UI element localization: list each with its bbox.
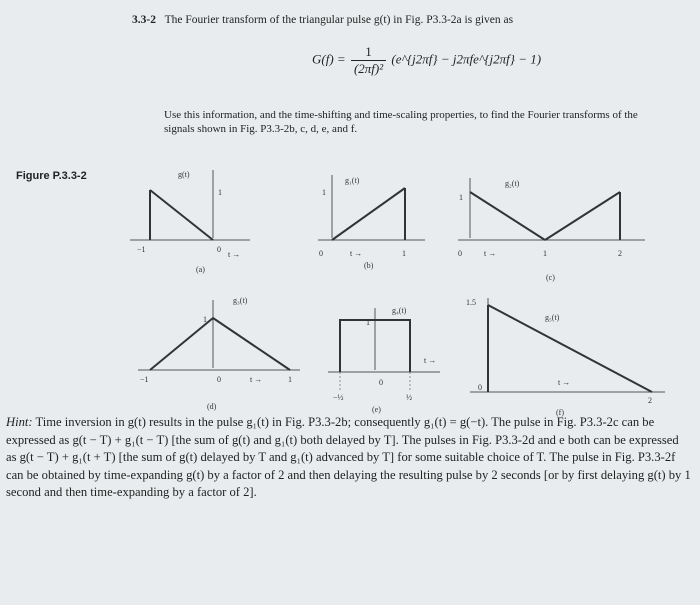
- tick-label: 2: [618, 249, 622, 258]
- tick-label: 0: [319, 249, 323, 258]
- plot-caption: (a): [196, 265, 205, 274]
- tick-label: 1.5: [466, 298, 476, 307]
- plot-b: [318, 175, 425, 270]
- plot-caption: (b): [364, 261, 374, 270]
- time-arrow: t →: [250, 375, 263, 384]
- tick-label: ½: [406, 393, 412, 402]
- signal-curve-right: [545, 192, 620, 240]
- plot-e: [328, 306, 440, 414]
- tick-label: 0: [458, 249, 462, 258]
- figure-label: Figure P.3.3-2: [16, 170, 87, 182]
- plot-c: [458, 178, 645, 282]
- plot-d: [138, 296, 300, 411]
- tick-label: 1: [543, 249, 547, 258]
- plot-f: [466, 298, 665, 417]
- time-arrow: t →: [350, 249, 363, 258]
- plot-caption: (c): [546, 273, 555, 282]
- tick-label: 0: [217, 375, 221, 384]
- signal-label: g₅(t): [545, 313, 560, 322]
- tick-label: 2: [648, 396, 652, 405]
- tick-label: 1: [459, 193, 463, 202]
- figure-plots: [0, 160, 700, 420]
- tick-label: 1: [322, 188, 326, 197]
- formula-denominator: (2πf)²: [353, 61, 384, 76]
- signal-label: g₃(t): [233, 296, 248, 305]
- signal-curve-left: [470, 192, 545, 240]
- signal-label: g₂(t): [505, 179, 520, 188]
- signal-label: g(t): [178, 170, 190, 179]
- hint-text: Time inversion in g(t) results in the pulse g₁(t) in Fig. P3.3-2b; consequently g₁(t) = g(−t). The pulse in Fig. P3.3-2c can be expressed as g(t − T) + g₁(t − T) [the sum of g(t) and g₁(t) both delayed by T]. The pulses in Fig. P3.3-2d and e both can be expressed as g(t − T) + g₁(t + T) [the sum of g(t) delayed by T and g₁(t) advanced by T] for some suitable choice of T. The pulse in Fig. P3.3-2f can be obtained by time-expanding g(t) by a factor of 2 and then delaying the resulting pulse by 2 seconds [or by first delaying g(t) by 1 second and then time-expanding by a factor of 2].: [6, 415, 691, 500]
- fourier-formula: [312, 44, 541, 77]
- tick-label: 0: [217, 245, 221, 254]
- signal-curve-left: [150, 318, 213, 370]
- hint-paragraph: [6, 414, 692, 502]
- signal-curve-right: [213, 318, 290, 370]
- tick-label: −1: [140, 375, 149, 384]
- plot-caption: (d): [207, 402, 217, 411]
- formula-fraction: [351, 44, 386, 77]
- tick-label: 0: [478, 383, 482, 392]
- plot-caption: (e): [372, 405, 381, 414]
- problem-statement: The Fourier transform of the triangular pulse g(t) in Fig. P3.3-2a is given as: [164, 14, 514, 26]
- hint-label: Hint:: [6, 415, 33, 429]
- formula-rhs: (e^{j2πf} − j2πfe^{j2πf} − 1): [391, 51, 542, 67]
- tick-label: −½: [333, 393, 344, 402]
- tick-label: 1: [402, 249, 406, 258]
- time-arrow: t →: [558, 378, 571, 387]
- tick-label: 1: [366, 318, 370, 327]
- signal-label: g₁(t): [345, 176, 360, 185]
- formula-lhs: G(f) =: [312, 51, 346, 67]
- formula-numerator: 1: [351, 44, 386, 61]
- signal-label: g₄(t): [392, 306, 407, 315]
- plot-caption: (f): [556, 408, 564, 417]
- problem-header: [132, 14, 513, 26]
- instructions-text: Use this information, and the time-shifting and time-scaling properties, to find the Fourier transforms of the signals shown in Fig. P3.3-2b, c, d, e, and f.: [164, 109, 638, 135]
- tick-label: −1: [137, 245, 146, 254]
- time-arrow: t →: [424, 356, 437, 365]
- tick-label: 1: [288, 375, 292, 384]
- problem-number: 3.3-2: [132, 14, 156, 26]
- plot-a: [130, 170, 250, 274]
- signal-curve: [332, 188, 405, 240]
- signal-curve: [150, 190, 213, 240]
- tick-label: 1: [203, 315, 207, 324]
- time-arrow: t →: [484, 249, 497, 258]
- tick-label: 1: [218, 188, 222, 197]
- time-arrow: t →: [228, 250, 241, 259]
- tick-label: 0: [379, 378, 383, 387]
